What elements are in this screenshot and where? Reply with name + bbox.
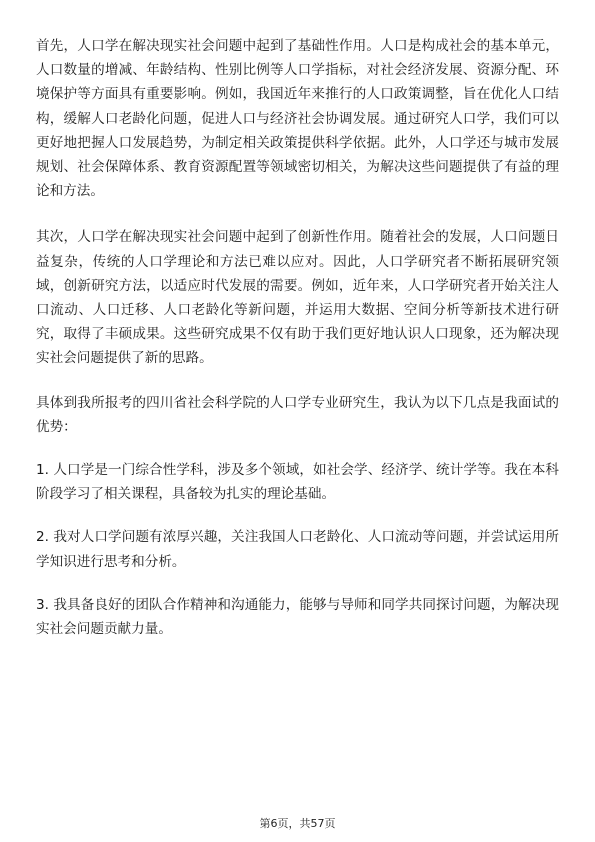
paragraph-spacer bbox=[36, 506, 559, 525]
document-body bbox=[36, 34, 559, 641]
paragraph-interview-advantages-intro: 具体到我所报考的四川省社会科学院的人口学专业研究生，我认为以下几点是我面试的优势： bbox=[36, 394, 559, 435]
paragraph-foundational-role: 首先，人口学在解决现实社会问题中起到了基础性作用。人口是构成社会的基本单元，人口数量的增减、年龄结构、性别比例等人口学指标，对社会经济发展、资源分配、环境保护等方面具有重要影响。例如，我国近年来推行的人口政策调整，旨在优化人口结构，缓解人口老龄化问题，促进人口与经济社会协调发展。通过研究人口学，我们可以更好地把握人口发展趋势，为制定相关政策提供科学依据。此外，人口学还与城市发展规划、社会保障体系、教育资源配置等领域密切相关，为解决这些问题提供了有益的理论和方法。 bbox=[36, 38, 559, 200]
list-item-advantage-3: 3. 我具备良好的团队合作精神和沟通能力，能够与导师和同学共同探讨问题，为解决现实社会问题贡献力量。 bbox=[36, 596, 559, 638]
page-number-footer: 第6页，共57页 bbox=[259, 817, 336, 830]
list-item-advantage-1: 1. 人口学是一门综合性学科，涉及多个领域，如社会学、经济学、统计学等。我在本科阶段学习了相关课程，具备较为扎实的理论基础。 bbox=[36, 462, 559, 503]
paragraph-spacer bbox=[36, 439, 559, 458]
paragraph-spacer bbox=[36, 203, 559, 225]
paragraph-innovative-role: 其次，人口学在解决现实社会问题中起到了创新性作用。随着社会的发展，人口问题日益复杂，传统的人口学理论和方法已难以应对。因此，人口学研究者不断拓展研究领域，创新研究方法，以适应时代发展的需要。例如，近年来，人口学研究者开始关注人口流动、人口迁移、人口老龄化等新问题，并运用大数据、空间分析等新技术进行研究，取得了丰硕成果。这些研究成果不仅有助于我们更好地认识人口现象，还为解决现实社会问题提供了新的思路。 bbox=[36, 229, 559, 367]
paragraph-spacer bbox=[36, 574, 559, 593]
paragraph-spacer bbox=[36, 371, 559, 391]
list-item-advantage-2: 2. 我对人口学问题有浓厚兴趣，关注我国人口老龄化、人口流动等问题，并尝试运用所学知识进行思考和分析。 bbox=[36, 529, 559, 570]
